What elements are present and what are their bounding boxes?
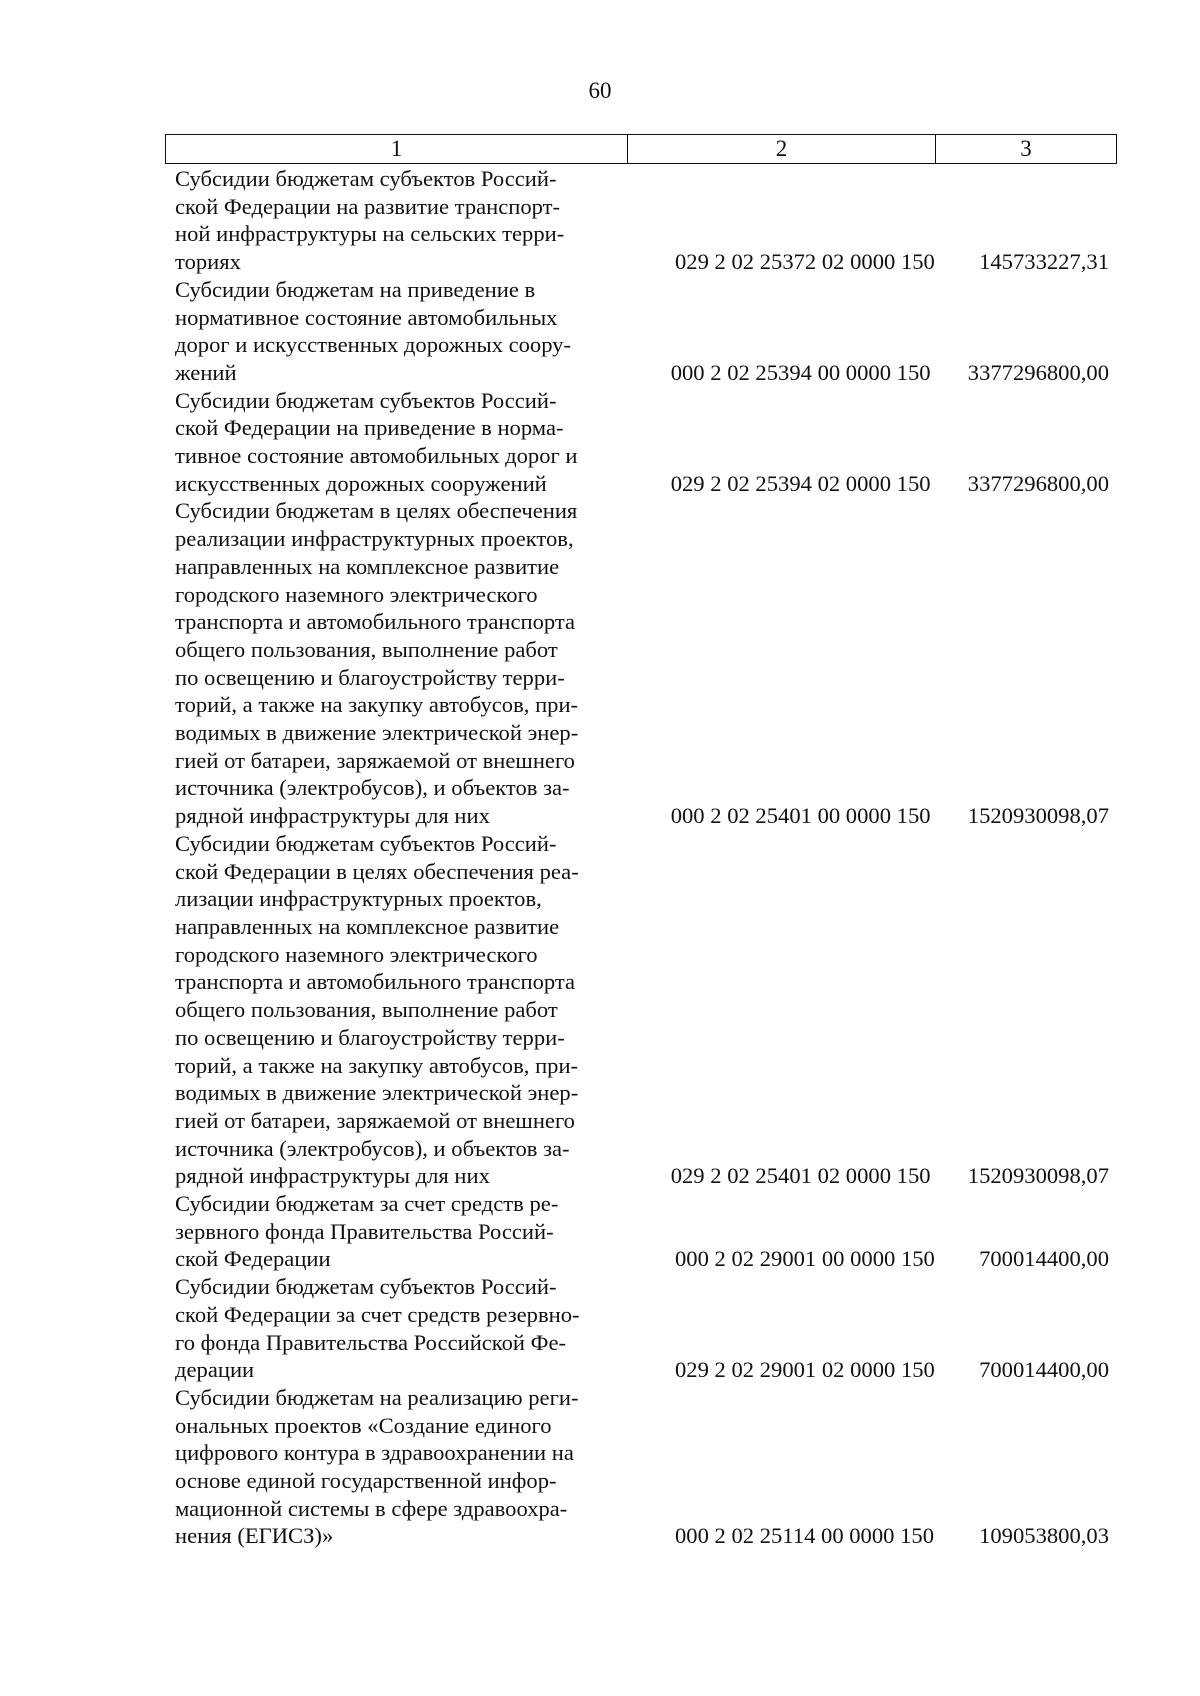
table-row: [175, 1273, 1115, 1384]
row-code: 029 2 02 25372 02 0000 150: [675, 249, 935, 275]
table-row: [175, 830, 1115, 1190]
row-amount: 700014400,00: [979, 1246, 1109, 1272]
row-description: Субсидии бюджетам субъектов Россий- ской Федерации на развитие транспорт- ной инфраструктуры на сельских терри- ториях: [175, 166, 565, 275]
column-header-2: 2: [628, 135, 936, 163]
row-description: Субсидии бюджетам за счет средств ре- зервного фонда Правительства Россий- ской Федерации: [175, 1191, 559, 1272]
row-amount: 109053800,03: [979, 1523, 1109, 1549]
table-body: [175, 165, 1115, 1550]
row-amount: 145733227,31: [979, 249, 1109, 275]
row-amount: 1520930098,07: [967, 1163, 1109, 1189]
row-amount: 3377296800,00: [967, 470, 1109, 496]
column-header-3: 3: [1020, 136, 1032, 161]
row-description: Субсидии бюджетам на реализацию реги- ональных проектов «Создание единого цифрового контура в здравоохранении на основе единой государственной инфор- мационной системы в сфере здравоохра- нения (ЕГИСЗ)»: [175, 1384, 579, 1549]
row-description: Субсидии бюджетам субъектов Россий- ской Федерации на приведение в норма- тивное состояние автомобильных дорог и искусственных дорожных сооружений: [175, 387, 578, 496]
table-row: [175, 276, 1115, 387]
column-header-1: 1: [166, 135, 628, 163]
row-code: 000 2 02 25401 00 0000 150: [670, 803, 931, 829]
row-code: 000 2 02 25114 00 0000 150: [675, 1523, 934, 1549]
page-number: 60: [588, 78, 612, 103]
row-code: 029 2 02 29001 02 0000 150: [675, 1357, 935, 1383]
row-code: 029 2 02 25394 02 0000 150: [670, 470, 931, 496]
table-row: [175, 1190, 1115, 1273]
table-row: [175, 497, 1115, 829]
row-description: Субсидии бюджетам на приведение в нормативное состояние автомобильных дорог и искусственных дорожных соору- жений: [175, 276, 572, 385]
row-code: 000 2 02 25394 00 0000 150: [670, 359, 931, 385]
row-amount: 1520930098,07: [967, 803, 1109, 829]
row-amount: 700014400,00: [979, 1357, 1109, 1383]
table-row: [175, 387, 1115, 498]
table-row: [175, 165, 1115, 276]
row-code: 000 2 02 29001 00 0000 150: [675, 1246, 935, 1272]
row-description: Субсидии бюджетам в целях обеспечения реализации инфраструктурных проектов, направленных на комплексное развитие городского наземного электрического транспорта и автомобильного транспорта общего пользования, выполнение работ по освещению и благоустройству терри- торий, а также на закупку автобусов, при- водимых в движение электрической энер- гией от батареи, заряжаемой от внешнего источника (электробусов), и объектов за- рядной инфраструктуры для них: [175, 498, 579, 829]
table-row: [175, 1384, 1115, 1550]
row-amount: 3377296800,00: [967, 359, 1109, 385]
row-code: 029 2 02 25401 02 0000 150: [670, 1163, 931, 1189]
row-description: Субсидии бюджетам субъектов Россий- ской Федерации в целях обеспечения реа- лизации инфраструктурных проектов, направленных на комплексное развитие городского наземного электрического транспорта и автомобильного транспорта общего пользования, выполнение работ по освещению и благоустройству терри- торий, а также на закупку автобусов, при- водимых в движение электрической энер- гией от батареи, заряжаемой от внешнего источника (электробусов), и объектов за- рядной инфраструктуры для них: [175, 830, 579, 1189]
row-description: Субсидии бюджетам субъектов Россий- ской Федерации за счет средств резервно- го фонда Правительства Российской Фе- дерации: [175, 1274, 580, 1383]
table-header: [165, 134, 1117, 164]
